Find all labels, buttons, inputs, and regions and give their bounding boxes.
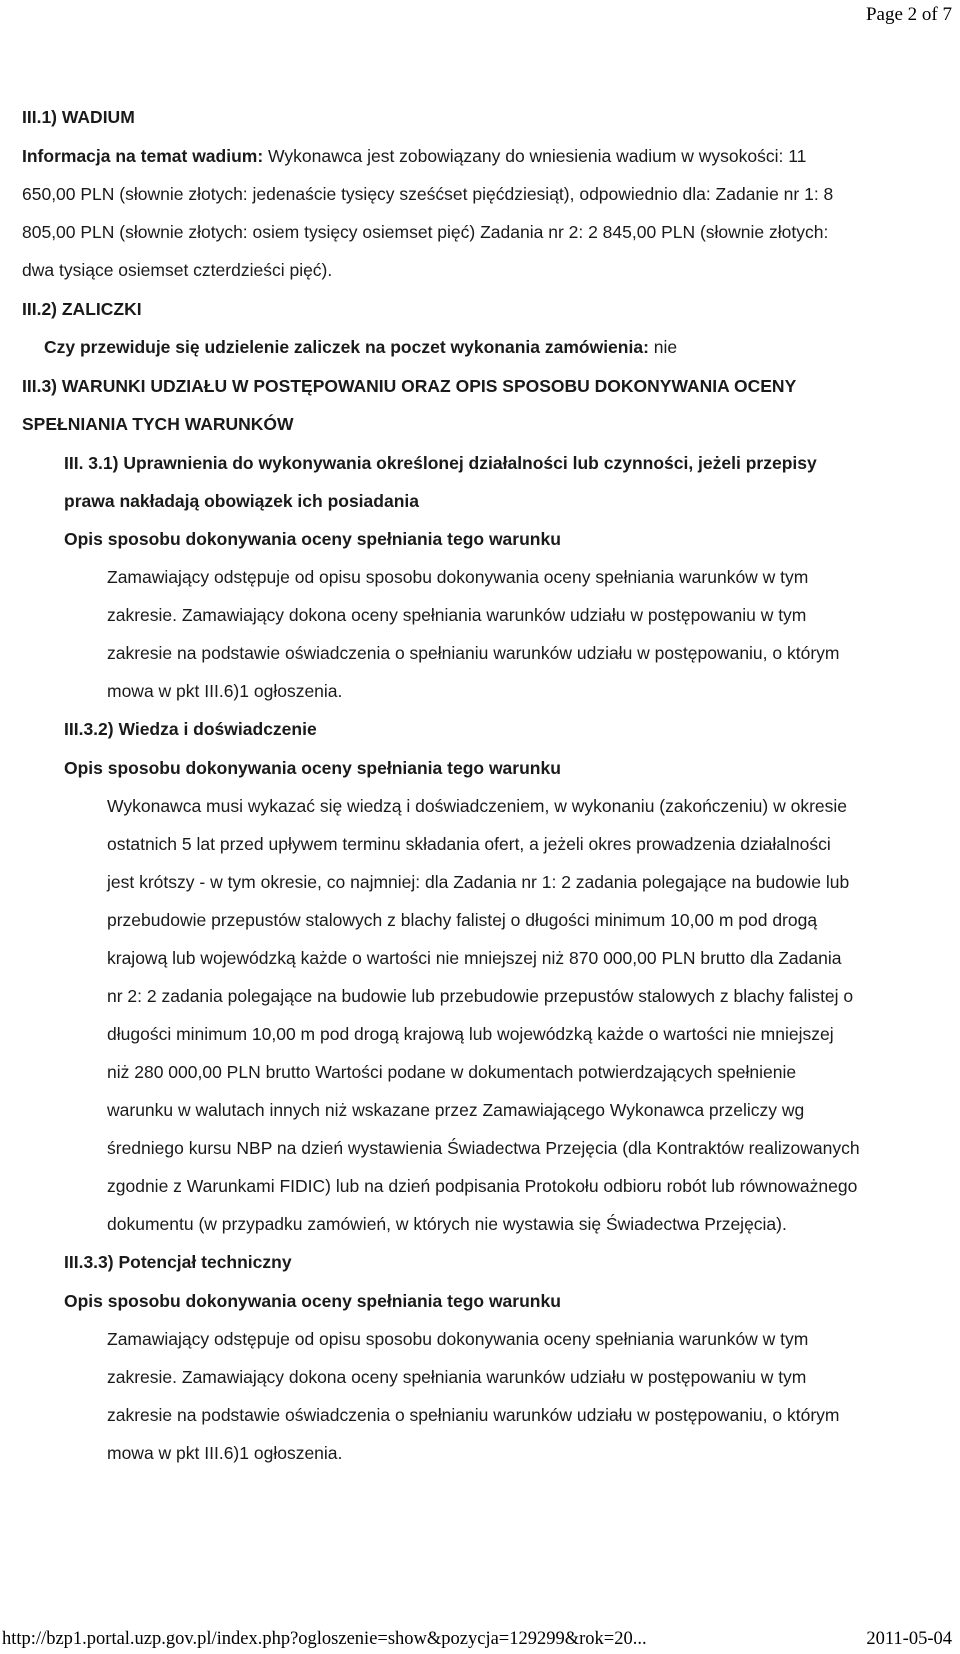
subsection-3-1-heading-line-1: III. 3.1) Uprawnienia do wykonywania określonej działalności lub czynności, jeżeli przepisy [64,453,817,473]
subsection-3-1-line-1: Zamawiający odstępuje od opisu sposobu dokonywania oceny spełniania warunków w tym [107,567,809,587]
subsection-3-1-heading-line-2: prawa nakładają obowiązek ich posiadania [64,491,419,511]
subsection-3-1-line-3: zakresie na podstawie oświadczenia o spełnianiu warunków udziału w postępowaniu, o którym [107,643,840,663]
wadium-text-line-3: 805,00 PLN (słownie złotych: osiem tysięcy osiemset pięć) Zadania nr 2: 2 845,00 PLN (słownie złotych: [22,222,829,242]
subsection-3-1-opis-label: Opis sposobu dokonywania oceny spełniania tego warunku [64,529,561,549]
footer-url: http://bzp1.portal.uzp.gov.pl/index.php?ogloszenie=show&pozycja=129299&rok=20... [2,1629,647,1649]
subsection-3-2-line-10: średniego kursu NBP na dzień wystawienia Świadectwa Przejęcia (dla Kontraktów realizowanych [107,1138,860,1158]
subsection-3-3-heading: III.3.3) Potencjał techniczny [64,1252,292,1272]
page-number: Page 2 of 7 [865,4,952,25]
subsection-3-2-line-11: zgodnie z Warunkami FIDIC) lub na dzień podpisania Protokołu odbioru robót lub równoważnego [107,1176,858,1196]
subsection-3-3-line-2: zakresie. Zamawiający dokona oceny spełniania warunków udziału w postępowaniu w tym [107,1367,807,1387]
section-wadium-heading: III.1) WADIUM [22,107,135,127]
zaliczki-question-line [44,336,677,358]
wadium-label: Informacja na temat wadium: [22,146,264,166]
wadium-text-line-4: dwa tysiące osiemset czterdzieści pięć). [22,260,333,280]
footer-date: 2011-05-04 [866,1629,952,1649]
wadium-text-line-2: 650,00 PLN (słownie złotych: jedenaście tysięcy sześćset pięćdziesiąt), odpowiednio dla: Zadanie nr 1: 8 [22,184,834,204]
subsection-3-1-line-4: mowa w pkt III.6)1 ogłoszenia. [107,681,343,701]
section-warunki-heading-line-1: III.3) WARUNKI UDZIAŁU W POSTĘPOWANIU ORAZ OPIS SPOSOBU DOKONYWANIA OCENY [22,376,797,396]
subsection-3-2-line-7: długości minimum 10,00 m pod drogą krajową lub wojewódzką każde o wartości nie mniejszej [107,1024,834,1044]
subsection-3-1-line-2: zakresie. Zamawiający dokona oceny spełniania warunków udziału w postępowaniu w tym [107,605,807,625]
zaliczki-answer: nie [648,337,678,357]
subsection-3-2-opis-label: Opis sposobu dokonywania oceny spełniania tego warunku [64,758,561,778]
subsection-3-3-line-3: zakresie na podstawie oświadczenia o spełnianiu warunków udziału w postępowaniu, o którym [107,1405,840,1425]
zaliczki-question: Czy przewiduje się udzielenie zaliczek na poczet wykonania zamówienia: [44,337,649,357]
subsection-3-2-line-3: jest krótszy - w tym okresie, co najmniej: dla Zadania nr 1: 2 zadania polegające na budowie lub [107,872,850,892]
subsection-3-2-line-4: przebudowie przepustów stalowych z blachy falistej o długości minimum 10,00 m pod drogą [107,910,818,930]
subsection-3-2-line-5: krajową lub wojewódzką każde o wartości nie mniejszej niż 870 000,00 PLN brutto dla Zadania [107,948,842,968]
subsection-3-3-opis-label: Opis sposobu dokonywania oceny spełniania tego warunku [64,1291,561,1311]
subsection-3-2-heading: III.3.2) Wiedza i doświadczenie [64,719,317,739]
subsection-3-2-line-8: niż 280 000,00 PLN brutto Wartości podane w dokumentach potwierdzających spełnienie [107,1062,797,1082]
subsection-3-3-line-1: Zamawiający odstępuje od opisu sposobu dokonywania oceny spełniania warunków w tym [107,1329,809,1349]
subsection-3-2-line-2: ostatnich 5 lat przed upływem terminu składania ofert, a jeżeli okres prowadzenia działalności [107,834,831,854]
subsection-3-2-line-1: Wykonawca musi wykazać się wiedzą i doświadczeniem, w wykonaniu (zakończeniu) w okresie [107,796,847,816]
subsection-3-2-line-6: nr 2: 2 zadania polegające na budowie lub przebudowie przepustów stalowych z blachy falistej o [107,986,854,1006]
section-zaliczki-heading: III.2) ZALICZKI [22,299,142,319]
section-warunki-heading-line-2: SPEŁNIANIA TYCH WARUNKÓW [22,414,294,434]
subsection-3-2-line-9: warunku w walutach innych niż wskazane przez Zamawiającego Wykonawca przeliczy wg [107,1100,805,1120]
subsection-3-2-line-12: dokumentu (w przypadku zamówień, w których nie wystawia się Świadectwa Przejęcia). [107,1214,787,1234]
wadium-text-line-1 [22,145,806,167]
wadium-value: Wykonawca jest zobowiązany do wniesienia wadium w wysokości: 11 [263,146,807,166]
subsection-3-3-line-4: mowa w pkt III.6)1 ogłoszenia. [107,1443,343,1463]
